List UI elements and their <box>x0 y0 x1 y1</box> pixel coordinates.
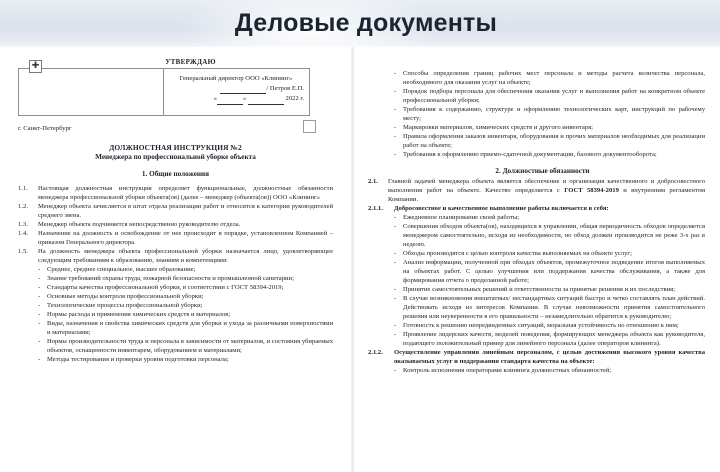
list-item: - Нормы расхода и применения химических средств и материалов; <box>38 311 231 318</box>
list-item: - Контроль исполнения операторами клининга должностных обязанностей; <box>394 367 612 374</box>
director-line: Генеральный директор ООО «Клининг» <box>179 75 293 82</box>
list-item: - Методы тестирования и проверки уровня подготовки персонала; <box>38 356 229 363</box>
list-item: - Совершения обходов объекта(ов), находящихся в управлении, общая периодичность обходов определяется менеджером самостоятельно, исходя из необходимости, но обход должен производится не реже 3-х раз в неделю. <box>394 223 705 248</box>
list-item: - Принятие самостоятельных решений и ответственности за принятые решения и их последствия; <box>394 286 675 293</box>
signature-line: / Петров Е.П. <box>168 84 304 95</box>
list-item: - Обходы производятся с целью контроля качества выполняемых на объекте услуг; <box>394 250 632 257</box>
list-item: - Способы определения границ рабочих мест персонала и методы расчета количества персонала, необходимого для оказания услуг на объекте; <box>394 70 705 86</box>
list-item: - Нормы производительности труда и персонала в зависимости от материалов, и состояния убираемых объектов, оснащенности инвентарем, оборудованием и материалами; <box>38 338 333 354</box>
list-item: - Маркировки материалов, химических средств и другого инвентаря; <box>394 124 593 131</box>
list-item: - Знание требований охраны труда, пожарной безопасности и промышленной санитарии; <box>38 275 294 282</box>
list-item: - Правила оформления заказов инвентаря, оборудования и прочих материалов необходимых для реализации работ на объекте; <box>394 133 705 149</box>
list-item: 1.4. Назначение на должность и освобождение от нее происходит в порядке, установленном Компанией – приказом Генерального директора. <box>18 230 333 246</box>
list-item: - Среднее, среднее специальное, высшее образование; <box>38 266 196 273</box>
date-line: « » 2022 г. <box>168 94 304 105</box>
list-item: 1.2. Менеджер объекта зачисляется в штат отдела реализации работ и относится к категории руководителей среднего звена. <box>18 203 333 219</box>
document-page-right <box>353 47 720 472</box>
list-item: - Порядок подбора персонала для обеспечения оказания услуг и выполнения работ на конкретном объекте профессиональной уборки; <box>394 88 705 104</box>
city-label: г. Санкт-Петербург <box>18 125 72 132</box>
move-cross-icon[interactable]: ✚ <box>29 60 42 73</box>
list-item: 2.1.1. Добросовестное и качественное выполнение работы включается в себя: <box>368 205 609 212</box>
document-body-left <box>0 47 351 364</box>
document-title-line1: ДОЛЖНОСТНАЯ ИНСТРУКЦИЯ №2 <box>109 143 242 152</box>
list-item: 1.5. На должность менеджера объекта профессиональной уборки назначается лицо, удовлетворяющее следующим требованиям к образованию, знаниям и компетенциям: <box>18 248 333 264</box>
list-item: - Анализ информации, полученной при обходах объектов, промежуточное подведение итогов выполняемых на объектах работ. С целью улучшения или поддержания качества обслуживания, а также для формирования отчета о проделанной работе; <box>394 259 705 284</box>
bullet-list-left <box>0 265 351 364</box>
document-page-left <box>0 47 352 472</box>
list-item: - Требования к содержанию, структуре и оформлению технологических карт, инструкций по рабочему месту; <box>394 106 705 122</box>
bullet-list-212 <box>354 366 720 375</box>
list-item: - Стандарты качества профессиональной уборки, в соответствии с ГОСТ 58394-2019; <box>38 284 284 291</box>
list-item: - Требования к оформлению приемо-сдаточной документации, базового документооборота; <box>394 151 657 158</box>
section-heading-2: 2. Должностные обязанности <box>495 167 590 175</box>
list-item: 2.1.2. Осуществление управления линейным персоналом, с целью достижения высокого уровня качества оказываемых услуг и поддержания стандарта качества на объекте: <box>368 349 705 365</box>
section-heading-1: 1. Общие положения <box>141 170 210 178</box>
document-body-right <box>354 47 720 375</box>
list-item: - Виды, назначения и свойства химических средств для уборки и ухода за различными поверхностями и материалами; <box>38 320 333 336</box>
list-item: - Ежедневное планирование своей работы; <box>394 214 520 221</box>
approval-label: УТВЕРЖДАЮ <box>165 58 216 66</box>
list-item: - Готовность к решению непредвиденных ситуаций, моральная устойчивость по отношению к ним; <box>394 322 679 329</box>
list-item: - В случае возникновения внештатных/ нестандартных ситуаций быстро и четко составлять план действий. Действовать исходя из интересов Компании. В случае невозможности принятия самостоятельного решения или неуверенности в его правильности – незамедлительно обратится к руководителю; <box>394 295 705 320</box>
list-item: 2.1. Главной задачей менеджера объекта является обеспечение и организация качественного и добросовестного выполнения работ на объекте. Качество определяется с ГОСТ 58394-2019 и внутренним регламентом Компании. <box>368 178 706 203</box>
document-title-line2: Менеджера по профессиональной уборке объекта <box>95 153 256 161</box>
table-cell-left <box>19 69 164 115</box>
list-item: 1.1. Настоящая должностная инструкция определяет функциональные, должностные обязанности менеджера профессиональной уборки объекта(ов) (далее – менеджер (объекта(ов)) ООО «Клининг» <box>18 185 333 201</box>
resize-handle-icon[interactable] <box>303 120 316 133</box>
table-cell-right <box>164 69 309 115</box>
list-item: 1.3. Менеджер объекта подчиняется непосредственно руководителю отдела. <box>18 221 241 228</box>
page-header <box>0 0 720 48</box>
list-item: - Проявление лидерских качеств, моделей поведения, формирующих менеджера объекта как руководителя, подающего положительный пример для линейного персонала (далее операторов клининга). <box>394 331 705 347</box>
numbered-list-left <box>0 184 351 265</box>
bullet-list-right-top <box>354 69 720 159</box>
list-item: - Основные методы контроля профессиональной уборки; <box>38 293 204 300</box>
list-item: - Технологические процессы профессиональной уборки; <box>38 302 203 309</box>
pages-container <box>0 47 720 472</box>
gost-reference: ГОСТ 58394-2019 <box>564 187 619 194</box>
page-title: Деловые документы <box>234 9 498 37</box>
bullet-list-211 <box>354 213 720 348</box>
